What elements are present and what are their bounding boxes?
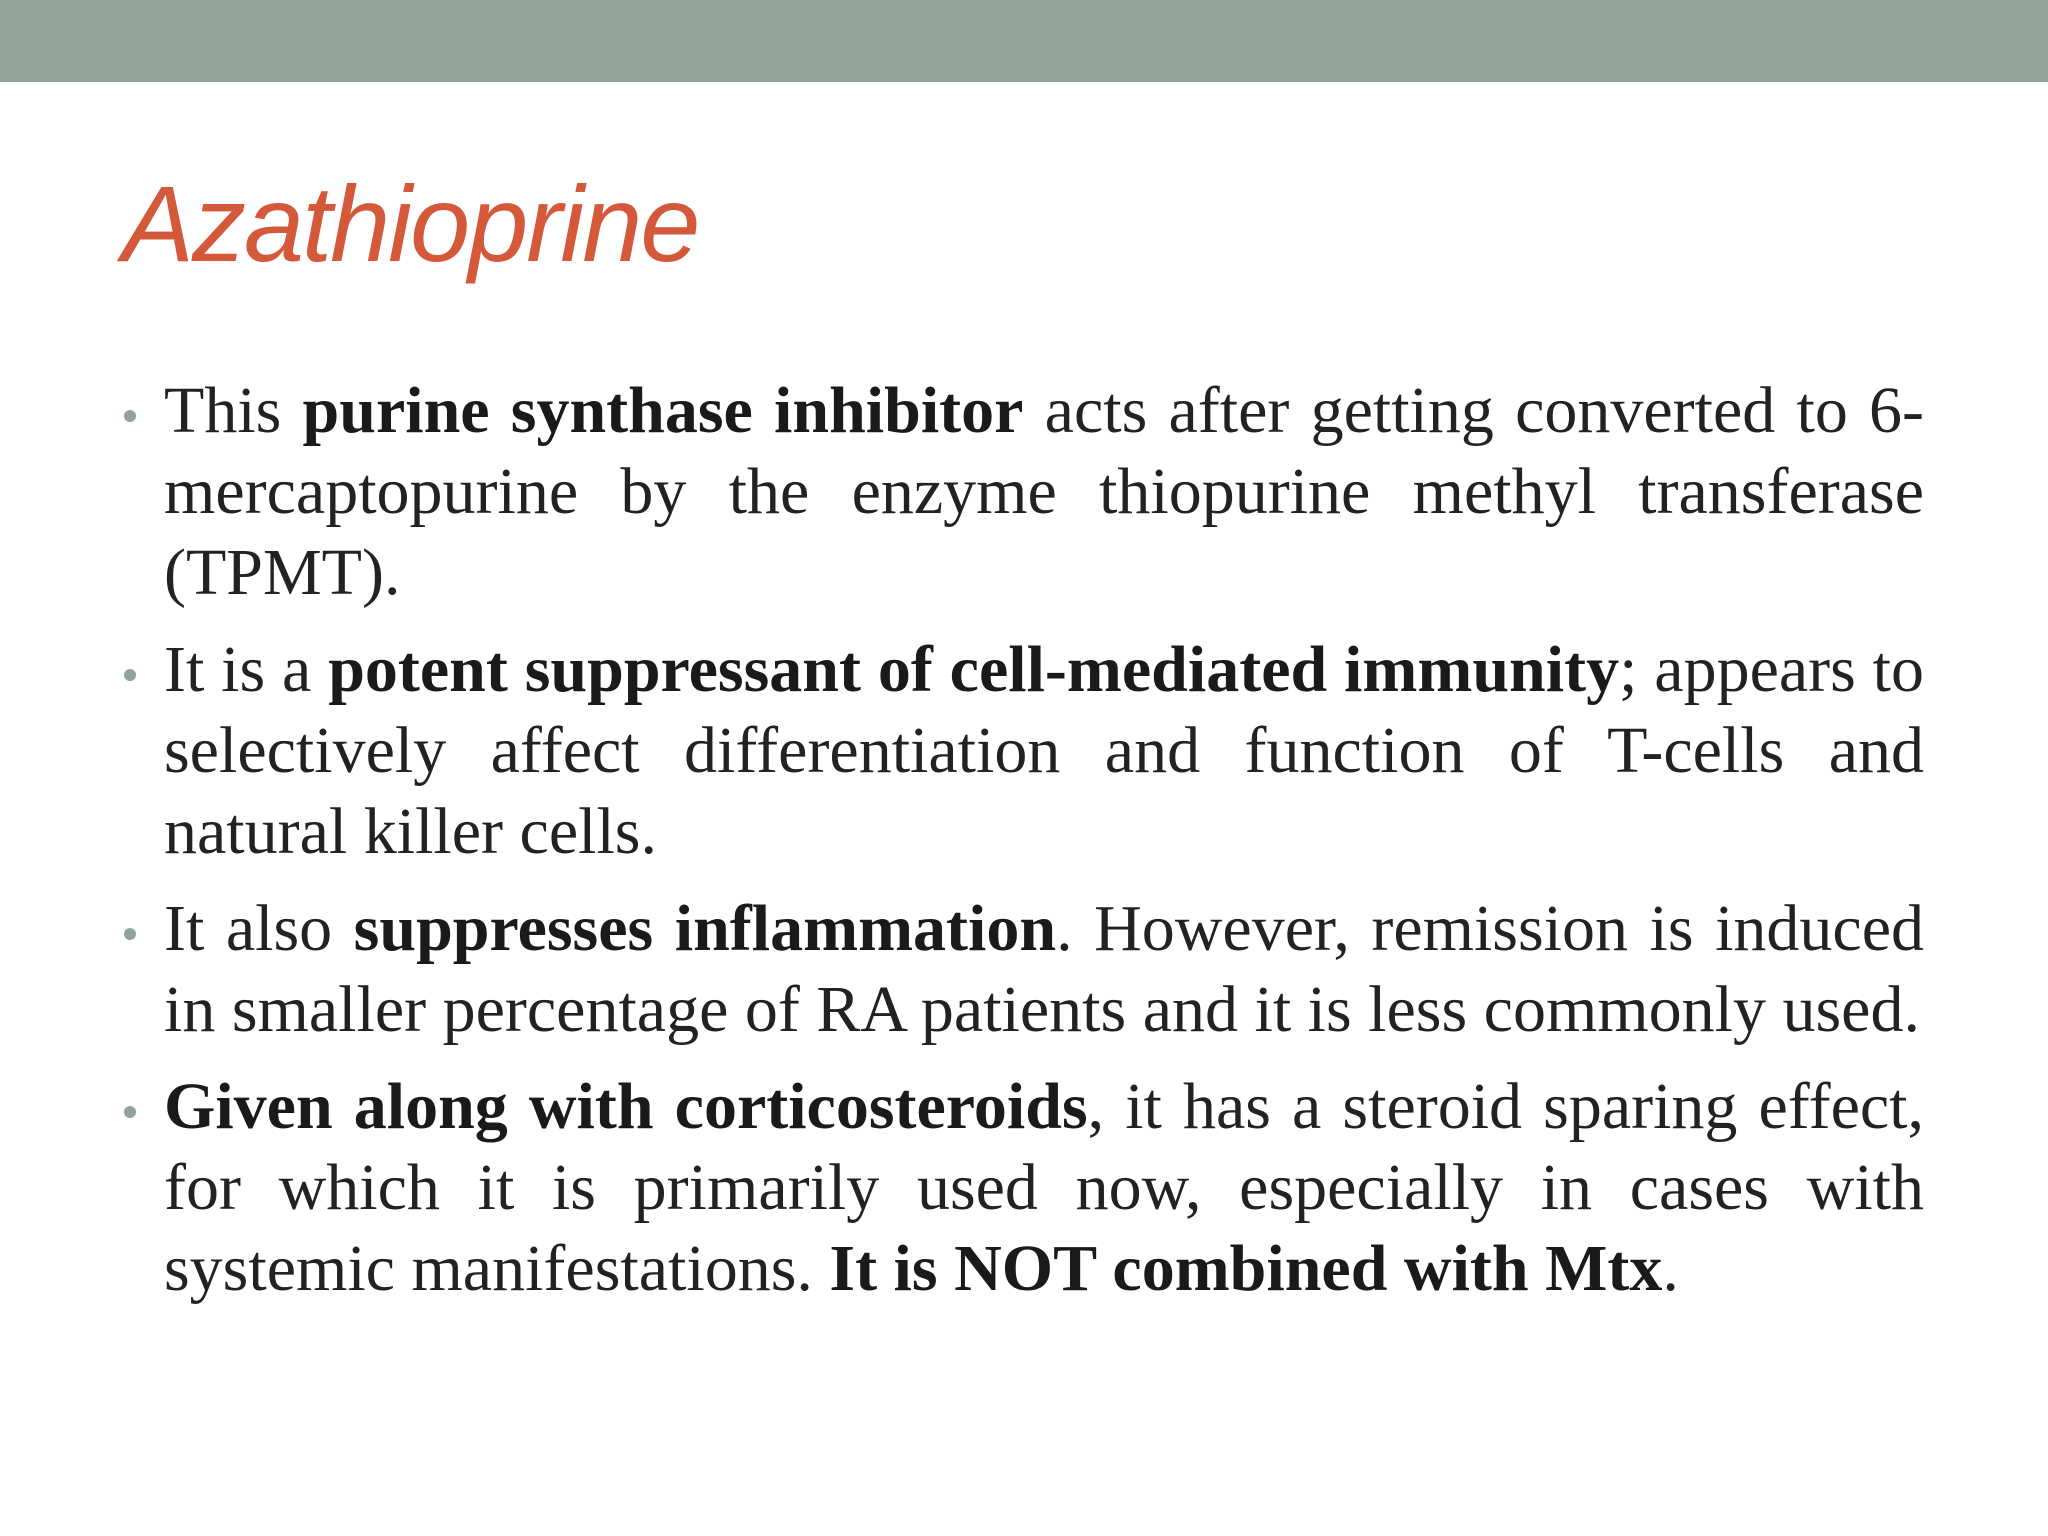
- bullet-segment: , it has a steroid sparing effect, for which it is primarily used now, especially in cases with systemic manifestations.: [164, 1070, 1924, 1305]
- bullet-item: [0, 629, 1925, 872]
- bullet-segment: ; appears to selectively affect differentiation and function of T-cells and natural killer cells.: [164, 633, 1925, 868]
- bullet-item: [0, 370, 1925, 613]
- bullet-dot-icon: [124, 669, 136, 681]
- top-accent-bar: [0, 0, 2048, 82]
- bullet-segment: This: [164, 374, 303, 447]
- bullet-text: [164, 370, 1924, 613]
- bullet-dot-icon: [124, 410, 136, 422]
- bullet-segment: acts after getting converted to 6-mercaptopurine by the enzyme thiopurine methyl transferase (TPMT).: [164, 374, 1925, 609]
- bullet-emphasis: Given along with corticosteroids: [164, 1070, 1088, 1143]
- bullet-segment: It also: [164, 892, 354, 965]
- bullet-dot-icon: [124, 1106, 136, 1118]
- bullet-emphasis: It is NOT combined with Mtx: [829, 1232, 1663, 1305]
- bullet-item: [0, 1066, 1924, 1309]
- bullet-text: [164, 629, 1924, 872]
- bullet-emphasis: purine synthase inhibitor: [302, 374, 1024, 447]
- bullet-text: [164, 1066, 1924, 1309]
- bullet-segment: . However, remission is induced in smaller percentage of RA patients and it is less commonly used.: [164, 892, 1924, 1046]
- bullet-text: [164, 888, 1924, 1050]
- bullet-emphasis: suppresses inflammation: [353, 892, 1057, 965]
- bullet-segment: It is a: [164, 633, 329, 706]
- slide-title: Azathioprine: [122, 163, 699, 284]
- bullet-item: [0, 888, 1924, 1050]
- bullet-emphasis: potent suppressant of cell-mediated immunity: [328, 633, 1620, 706]
- bullet-dot-icon: [124, 928, 136, 940]
- bullet-segment: .: [1662, 1232, 1679, 1305]
- bullet-list: [0, 370, 2048, 1325]
